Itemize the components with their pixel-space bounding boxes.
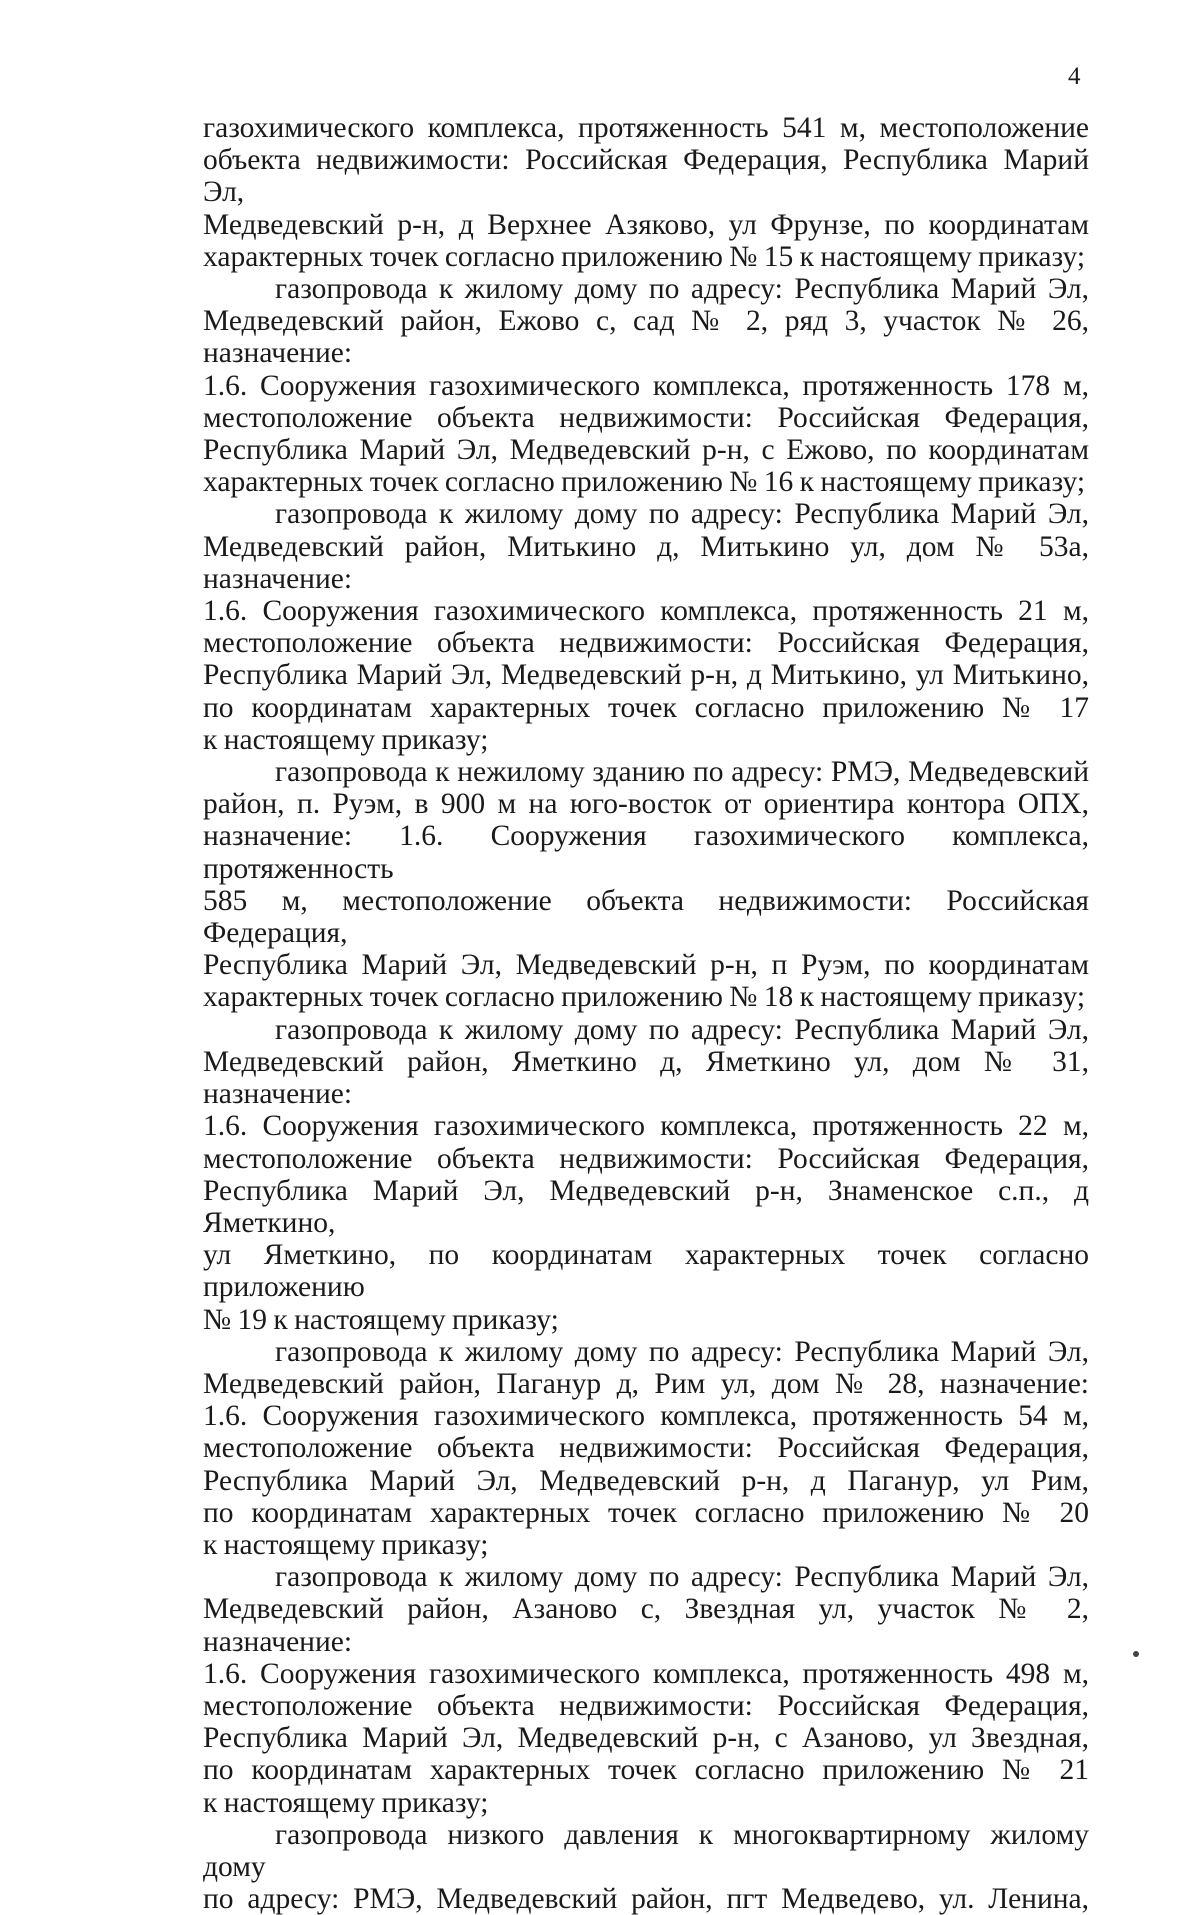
text-line: к настоящему приказу;: [203, 723, 489, 756]
text-line: Республика Марий Эл, Медведевский р-н, с Азаново, ул Звездная,: [203, 1722, 1089, 1755]
text-line: газохимического комплекса, протяженность 541 м, местоположение: [203, 112, 1089, 144]
text-line: по координатам характерных точек согласно приложению № 21: [203, 1754, 1089, 1787]
scan-speck: [1133, 1651, 1139, 1657]
text-line: местоположение объекта недвижимости: Российская Федерация,: [203, 1142, 1089, 1175]
text-line: Медведевский район, Яметкино д, Яметкино ул, дом № 31, назначение:: [203, 1045, 1089, 1111]
text-line: ул Яметкино, по координатам характерных точек согласно приложению: [203, 1239, 1089, 1304]
text-line: газопровода к нежилому зданию по адресу: РМЭ, Медведевский: [275, 756, 1089, 789]
text-line: газопровода к жилому дому по адресу: Республика Марий Эл,: [275, 1013, 1089, 1046]
text-line: Республика Марий Эл, Медведевский р-н, п Руэм, по координатам: [203, 949, 1089, 982]
text-line: 1.6. Сооружения газохимического комплекса, протяженность 22 м,: [203, 1110, 1089, 1143]
text-line: характерных точек согласно приложению № 15 к настоящему приказу;: [203, 240, 1086, 273]
text-line: Республика Марий Эл, Медведевский р-н, д Паганур, ул Рим,: [203, 1464, 1089, 1497]
text-line: газопровода к жилому дому по адресу: Республика Марий Эл,: [275, 1335, 1089, 1368]
text-line: назначение: 1.6. Сооружения газохимического комплекса, протяженность: [203, 820, 1089, 885]
text-line: Республика Марий Эл, Медведевский р-н, с Ежово, по координатам: [203, 434, 1089, 467]
text-line: 1.6. Сооружения газохимического комплекса, протяженность 21 м,: [203, 595, 1089, 628]
text-line: Медведевский р-н, д Верхнее Азяково, ул Фрунзе, по координатам: [203, 208, 1089, 241]
text-line: местоположение объекта недвижимости: Российская Федерация,: [203, 1689, 1089, 1722]
text-line: 1.6. Сооружения газохимического комплекса, протяженность 54 м,: [203, 1400, 1089, 1433]
text-line: газопровода к жилому дому по адресу: Республика Марий Эл,: [275, 498, 1089, 531]
text-line: 1.6. Сооружения газохимического комплекса, протяженность 498 м,: [203, 1657, 1089, 1690]
text-line: местоположение объекта недвижимости: Российская Федерация,: [203, 401, 1089, 434]
text-line: Медведевский район, Паганур д, Рим ул, дом № 28, назначение:: [203, 1367, 1089, 1400]
text-line: Медведевский район, Ежово с, сад № 2, ряд 3, участок № 26, назначение:: [203, 305, 1089, 370]
text-line: к настоящему приказу;: [203, 1786, 489, 1819]
text-line: местоположение объекта недвижимости: Российская Федерация,: [203, 1432, 1089, 1465]
text-line: газопровода к жилому дому по адресу: Республика Марий Эл,: [275, 273, 1089, 306]
text-line: Республика Марий Эл, Медведевский р-н, д Митькино, ул Митькино,: [203, 659, 1089, 692]
text-line: местоположение объекта недвижимости: Российская Федерация,: [203, 627, 1089, 660]
text-line: № 19 к настоящему приказу;: [203, 1303, 559, 1336]
text-line: к настоящему приказу;: [203, 1528, 489, 1561]
text-line: характерных точек согласно приложению № 16 к настоящему приказу;: [203, 466, 1086, 499]
text-line: газопровода низкого давления к многоквартирному жилому дому: [203, 1818, 1089, 1883]
text-line: Медведевский район, Азаново с, Звездная ул, участок № 2, назначение:: [203, 1593, 1089, 1658]
page-number: 4: [1068, 63, 1081, 90]
text-line: по координатам характерных точек согласно приложению № 17: [203, 691, 1089, 724]
text-line: 1.6. Сооружения газохимического комплекса, протяженность 178 м,: [203, 369, 1089, 402]
text-line: район, п. Руэм, в 900 м на юго-восток от ориентира контора ОПХ,: [203, 788, 1089, 821]
text-line: объекта недвижимости: Российская Федерация, Республика Марий Эл,: [203, 144, 1089, 209]
document-body: [203, 112, 1089, 1915]
text-line: Республика Марий Эл, Медведевский р-н, Знаменское с.п., д Яметкино,: [203, 1174, 1089, 1239]
text-line: газопровода к жилому дому по адресу: Республика Марий Эл,: [275, 1561, 1089, 1594]
text-line: 585 м, местоположение объекта недвижимости: Российская Федерация,: [203, 884, 1089, 950]
text-line: по адресу: РМЭ, Медведевский район, пгт Медведево, ул. Ленина,: [203, 1883, 1089, 1915]
text-line: Медведевский район, Митькино д, Митькино ул, дом № 53а, назначение:: [203, 530, 1089, 595]
text-line: по координатам характерных точек согласно приложению № 20: [203, 1496, 1089, 1529]
text-line: характерных точек согласно приложению № 18 к настоящему приказу;: [203, 981, 1086, 1014]
